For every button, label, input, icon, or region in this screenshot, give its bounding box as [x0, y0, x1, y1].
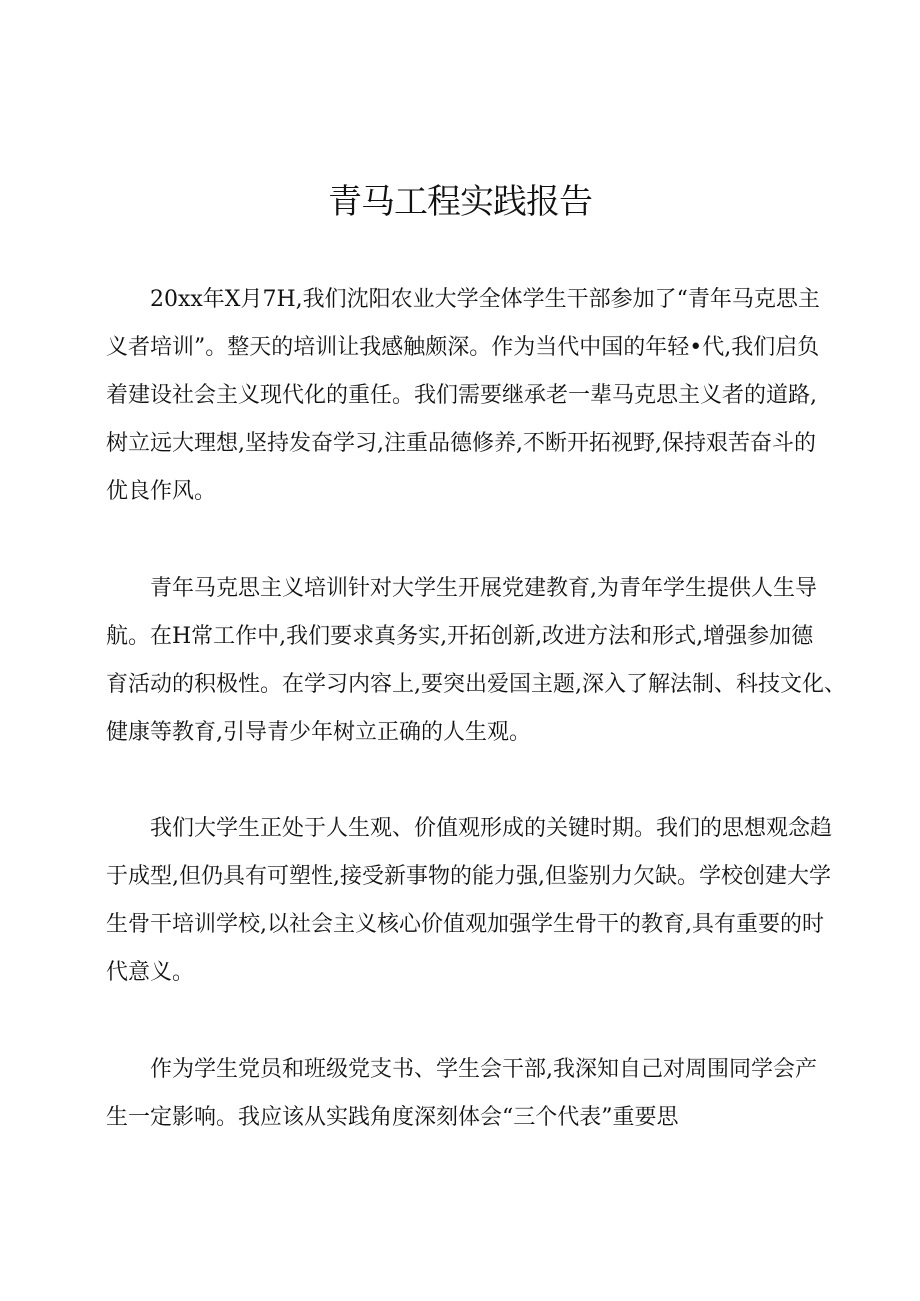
paragraph-line: 育活动的积极性。在学习内容上,要突出爱国主题,深入了解法制、科技文化、: [106, 672, 846, 697]
paragraph-line: 健康等教育,引导青少年树立正确的人生观。: [106, 720, 531, 745]
paragraph-4: [106, 1046, 846, 1142]
paragraph-line: 于成型,但仍具有可塑性,接受新事物的能力强,但鉴别力欠缺。学校创建大学: [106, 864, 831, 889]
paragraph-line: 作为学生党员和班级党支书、学生会干部,我深知自己对周围同学会产: [150, 1057, 817, 1082]
paragraph-3: [106, 805, 846, 997]
paragraph-line: 树立远大理想,坚持发奋学习,注重品德修养,不断开拓视野,保持艰苦奋斗的: [106, 431, 816, 456]
paragraph-line: 优良作风。: [106, 479, 217, 504]
paragraph-line: 青年马克思主义培训针对大学生开展党建教育,为青年学生提供人生导: [150, 576, 817, 601]
paragraph-line: 生骨干培训学校,以社会主义核心价值观加强学生骨干的教育,具有重要的时: [106, 912, 824, 937]
paragraph-line: 我们大学生正处于人生观、价值观形成的关键时期。我们的思想观念趋: [150, 816, 833, 841]
paragraph-line: 代意义。: [106, 960, 195, 985]
paragraph-line: 着建设社会主义现代化的重任。我们需要继承老一辈马克思主义者的道路,: [106, 383, 817, 408]
paragraph-line: 航。在H常工作中,我们要求真务实,开拓创新,改进方法和形式,增强参加德: [106, 624, 814, 649]
paragraph-line: 生一定影响。我应该从实践角度深刻体会“三个代表”重要思: [106, 1105, 679, 1130]
paragraph-2: [106, 565, 846, 757]
paragraph-line: 义者培训”。整天的培训让我感触颇深。作为当代中国的年轻•代,我们启负: [106, 335, 820, 360]
paragraph-1: [106, 276, 846, 516]
paragraph-line: 20xx年X月7H,我们沈阳农业大学全体学生干部参加了“青年马克思主: [150, 287, 820, 312]
document-title: 青马工程实践报告: [328, 182, 592, 222]
